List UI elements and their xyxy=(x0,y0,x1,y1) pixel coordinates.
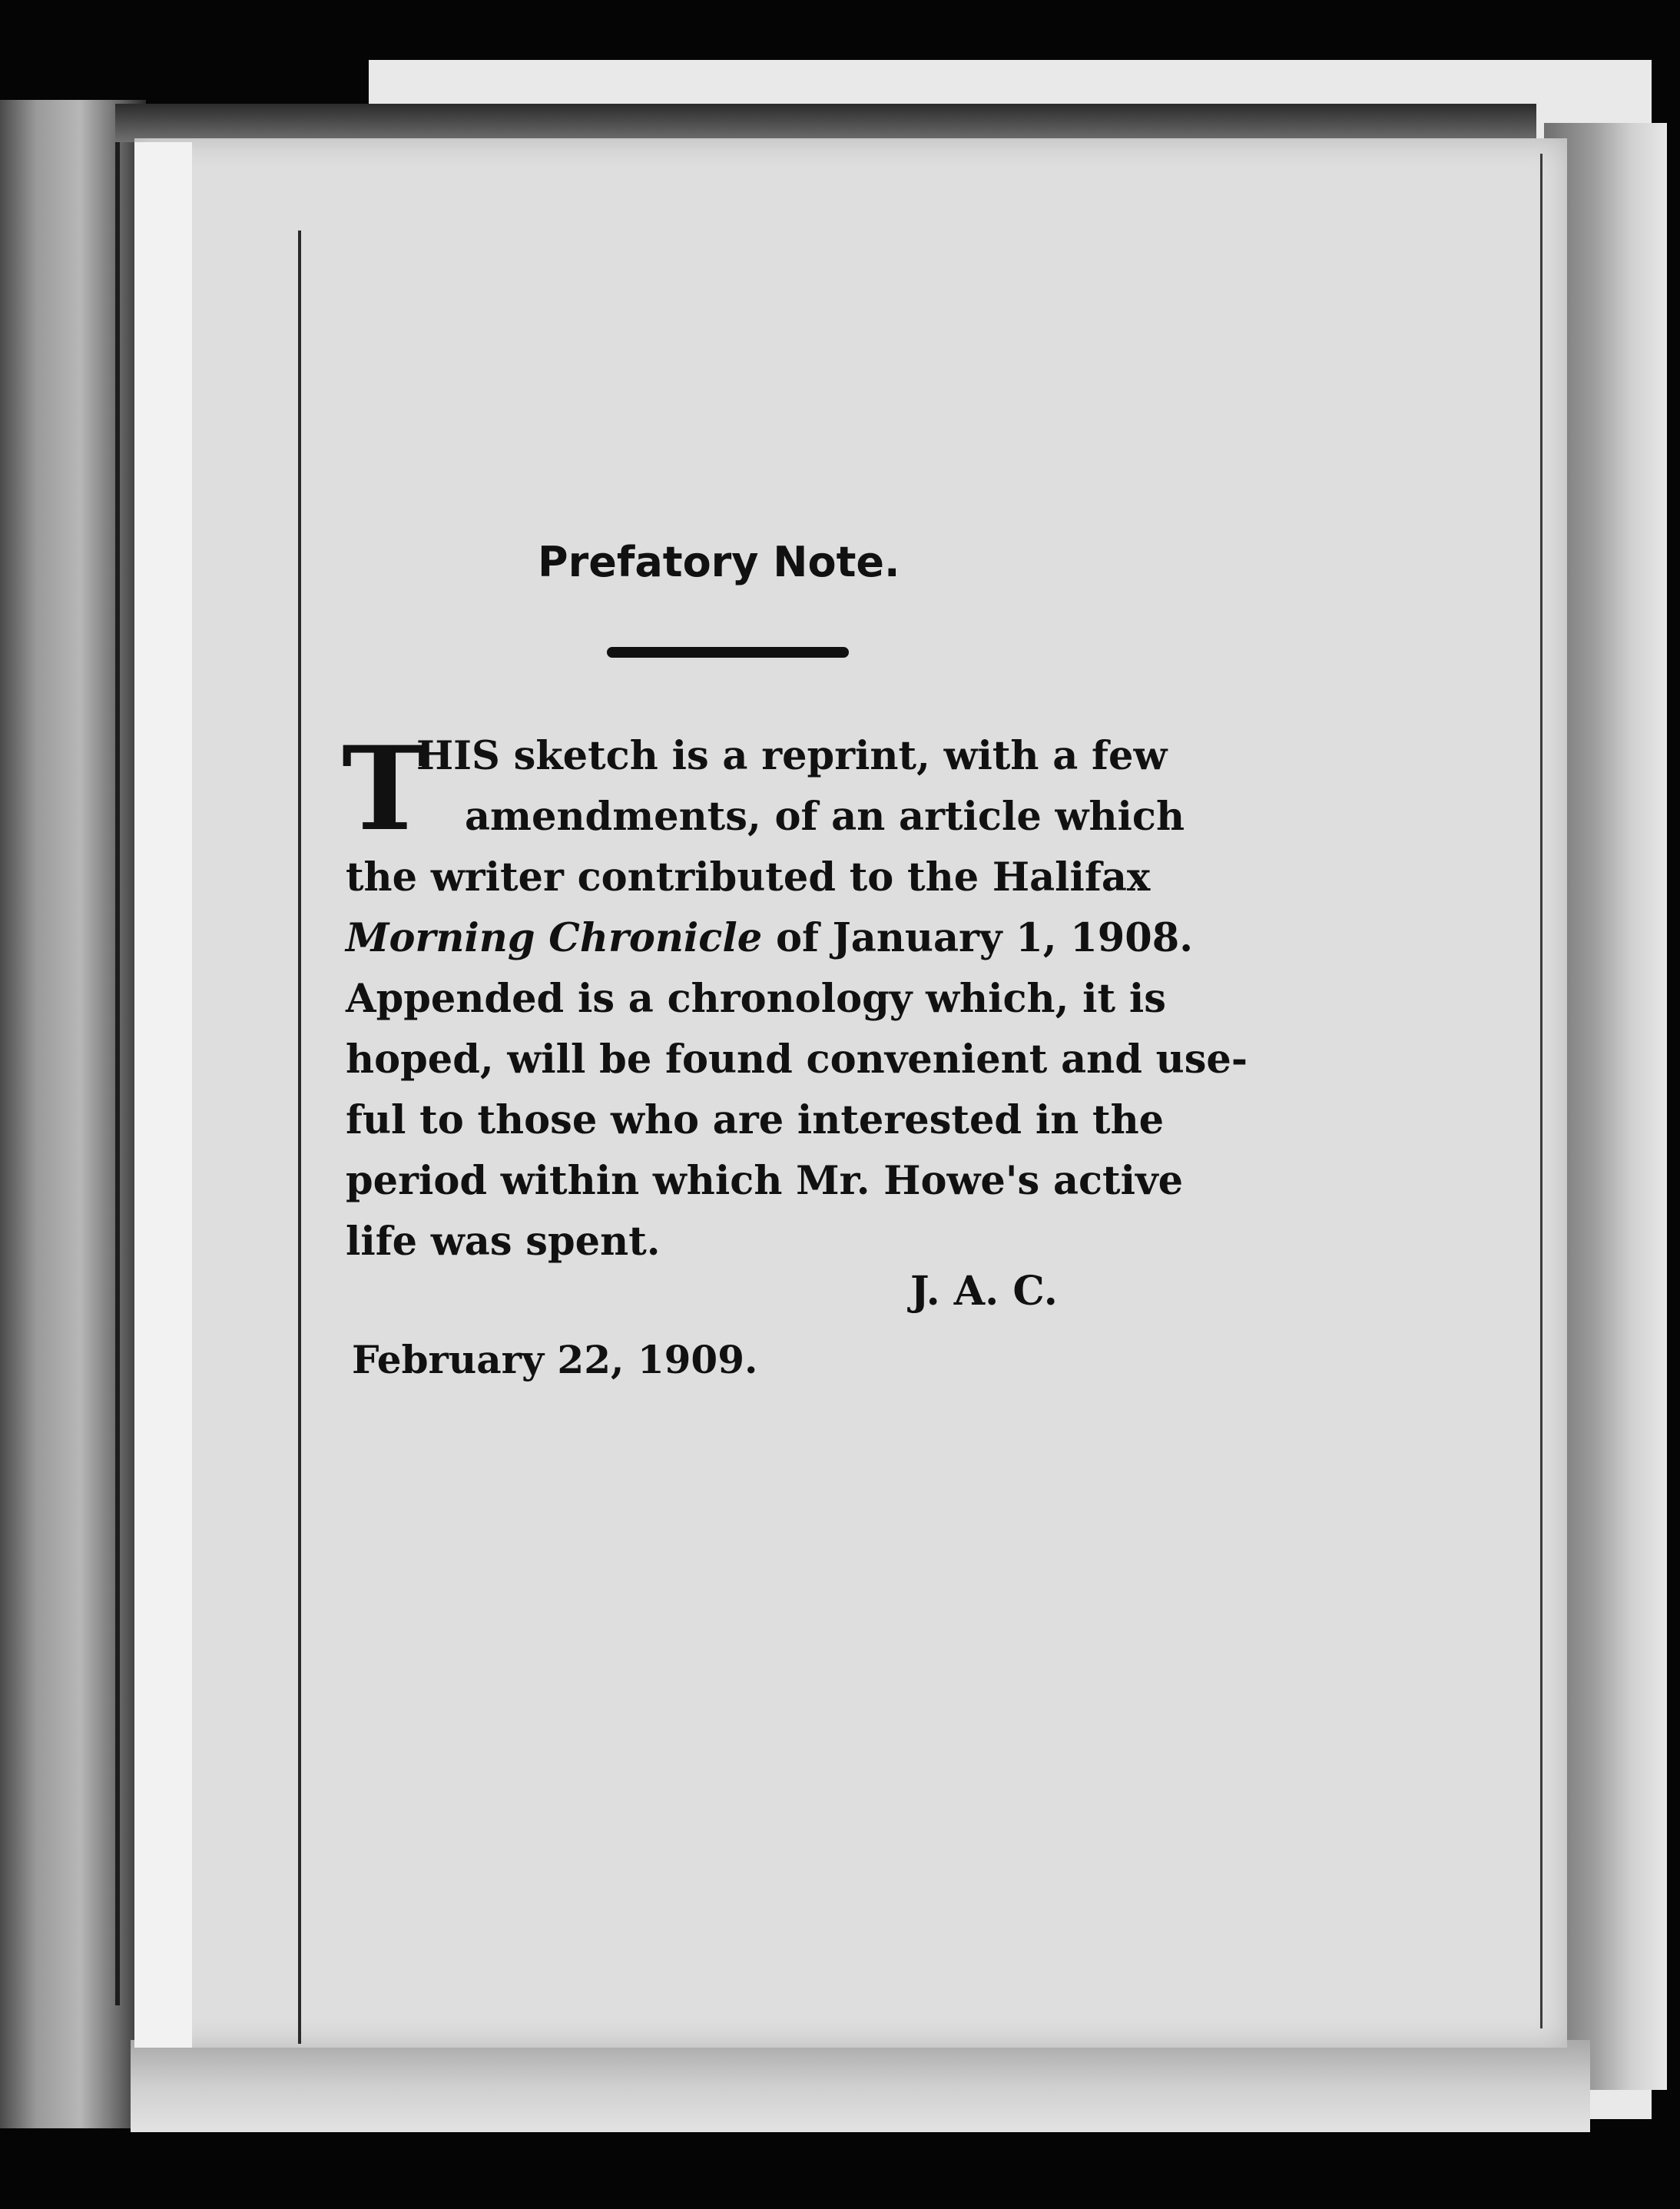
body-line-9: life was spent. xyxy=(346,1219,661,1265)
newspaper-title: Morning Chronicle xyxy=(346,915,763,961)
body-line-8: period within which Mr. Howe's active xyxy=(346,1158,1184,1204)
body-line-4-text: of January 1, 1908. xyxy=(775,915,1193,961)
body-line-1: HIS sketch is a reprint, with a few xyxy=(416,733,1168,779)
body-line-6: hoped, will be found convenient and use- xyxy=(346,1037,1248,1083)
body-paragraph xyxy=(346,726,1248,1272)
page-title: Prefatory Note. xyxy=(538,538,900,586)
body-line-4 xyxy=(346,908,1193,969)
body-line-3: the writer contributed to the Halifax xyxy=(346,854,1151,901)
date: February 22, 1909. xyxy=(352,1337,758,1382)
signature: J. A. C. xyxy=(910,1268,1058,1315)
body-line-7: ful to those who are interested in the xyxy=(346,1097,1165,1143)
title-rule xyxy=(607,647,849,658)
drop-cap: T xyxy=(342,721,428,857)
body-line-5: Appended is a chronology which, it is xyxy=(346,976,1166,1022)
body-line-2: amendments, of an article which xyxy=(465,794,1185,840)
